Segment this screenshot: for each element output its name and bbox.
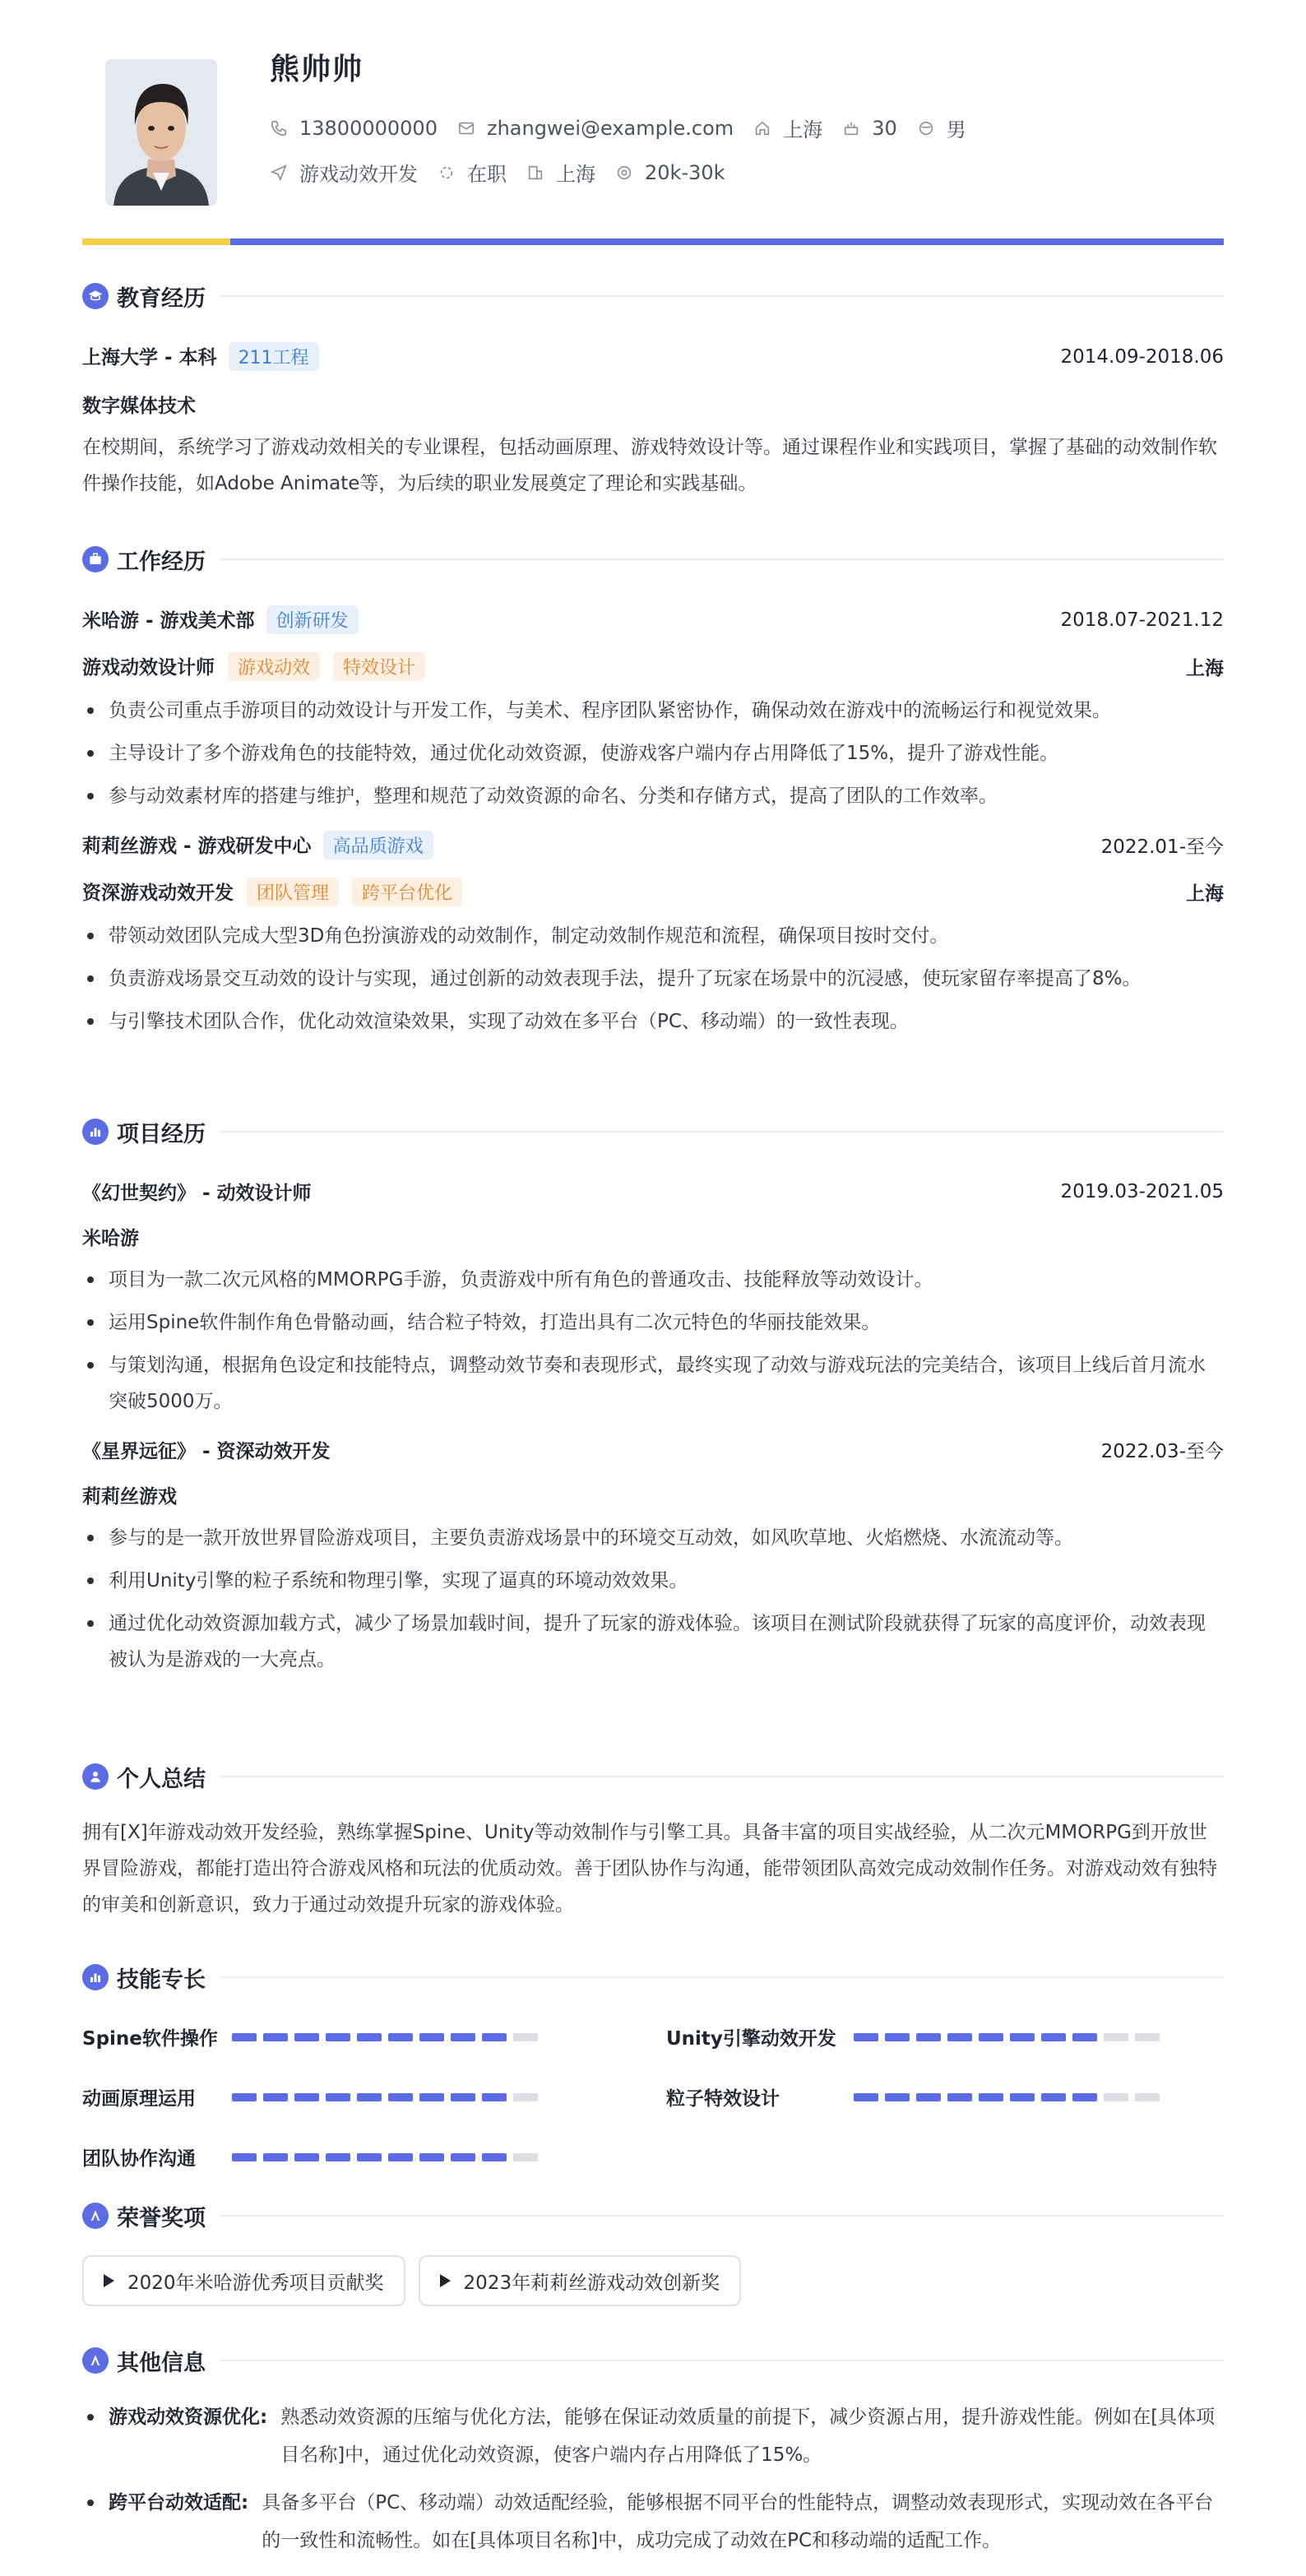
- skill-level-segment: [326, 2033, 350, 2041]
- age-item: [842, 117, 897, 140]
- skill-level-segment: [947, 2033, 972, 2041]
- skill-level-segment: [263, 2093, 288, 2101]
- school-name: 上海大学 - 本科: [82, 347, 217, 368]
- building-icon: [526, 164, 544, 182]
- skill-level-segment: [916, 2093, 941, 2101]
- summary-section: [82, 1760, 1224, 1923]
- skill-level-segment: [885, 2093, 910, 2101]
- target-city-item: [526, 158, 595, 187]
- skill-level-segment: [482, 2093, 507, 2101]
- skill-level-segment: [513, 2093, 538, 2101]
- work-bullets: [82, 693, 1224, 814]
- other-text: 具备多平台（PC、移动端）动效适配经验，能够根据不同平台的性能特点，调整动效表现形式，实现动效在各平台的一致性和流畅性。如在[具体项目名称]中，成功完成了动效在PC和移动端的适配工作。: [262, 2492, 1214, 2551]
- skill-level-segment: [357, 2033, 382, 2041]
- status-item: [438, 158, 507, 187]
- section-title: 项目经历: [117, 1121, 206, 1147]
- skill-level-segment: [263, 2153, 288, 2161]
- section-title: 技能专长: [117, 1967, 206, 1993]
- skill-level-segment: [1041, 2033, 1066, 2041]
- education-dates: 2014.09-2018.06: [1060, 345, 1224, 368]
- phone-item: [270, 117, 438, 140]
- project-dates: 2019.03-2021.05: [1060, 1180, 1224, 1202]
- status-text: 在职: [467, 163, 507, 186]
- skill-level-segment: [419, 2153, 444, 2161]
- projects-section: [82, 1115, 1224, 1684]
- skill-level-segment: [1010, 2033, 1035, 2041]
- section-header-projects: [82, 1115, 1224, 1148]
- skill-name: Unity引擎动效开发: [666, 2028, 836, 2050]
- skills-grid: [82, 2023, 1224, 2171]
- job-intent-row: [270, 158, 745, 187]
- section-header-skills: [82, 1961, 1224, 1994]
- send-icon: [270, 164, 288, 182]
- section-title: 工作经历: [117, 549, 206, 575]
- other-key: 跨平台动效适配:: [109, 2492, 249, 2513]
- phone-icon: [270, 119, 288, 137]
- skill-level-segment: [513, 2033, 538, 2041]
- work-location: 上海: [1186, 658, 1224, 679]
- salary-item: [615, 161, 725, 184]
- work-location: 上海: [1186, 883, 1224, 905]
- contact-row: [270, 114, 986, 142]
- skill-level-bar: [854, 2033, 1166, 2041]
- skill-level-segment: [1104, 2033, 1128, 2041]
- skill-item: [82, 2023, 666, 2050]
- position-text: 游戏动效开发: [299, 163, 418, 186]
- briefcase-icon: [82, 546, 109, 572]
- list-item: 主导设计了多个游戏角色的技能特效，通过优化动效资源，使游戏客户端内存占用降低了15%，提升了游戏性能。: [82, 735, 1224, 771]
- section-header-other: [82, 2344, 1224, 2377]
- project-title: 《星界远征》 - 资深动效开发: [82, 1441, 331, 1462]
- skill-level-segment: [1041, 2093, 1066, 2101]
- skill-level-segment: [451, 2033, 475, 2041]
- project-title: 《幻世契约》 - 动效设计师: [82, 1183, 312, 1204]
- company-name: 米哈游 - 游戏美术部: [82, 610, 255, 632]
- award-text: 2020年米哈游优秀项目贡献奖: [127, 2272, 384, 2294]
- play-icon: [104, 2274, 114, 2287]
- award-text: 2023年莉莉丝游戏动效创新奖: [463, 2272, 720, 2294]
- skill-level-segment: [1010, 2093, 1035, 2101]
- skill-level-bar: [232, 2033, 544, 2041]
- other-key: 游戏动效资源优化:: [109, 2407, 268, 2428]
- section-title: 教育经历: [117, 285, 206, 312]
- other-text: 熟悉动效资源的压缩与优化方法，能够在保证动效质量的前提下，减少资源占用，提升游戏性能。例如在[具体项目名称]中，通过优化动效资源，使客户端内存占用降低了15%。: [280, 2407, 1216, 2466]
- phone-text: 13800000000: [299, 116, 438, 140]
- skill-level-segment: [482, 2153, 507, 2161]
- project-bullets: [82, 1262, 1224, 1420]
- list-item: 带领动效团队完成大型3D角色扮演游戏的动效制作，制定动效制作规范和流程，确保项目按时交付。: [82, 918, 1224, 954]
- skill-name: 团队协作沟通: [82, 2148, 196, 2170]
- skill-level-segment: [388, 2033, 413, 2041]
- list-item: 项目为一款二次元风格的MMORPG手游，负责游戏中所有角色的普通攻击、技能释放等动效设计。: [82, 1262, 1224, 1298]
- skill-level-segment: [854, 2093, 878, 2101]
- role-tag: 跨平台优化: [352, 878, 462, 906]
- skill-level-segment: [854, 2033, 878, 2041]
- role-tag: 团队管理: [247, 878, 339, 906]
- skill-item: [82, 2143, 666, 2171]
- position-item: [270, 158, 418, 187]
- gender-icon: [917, 119, 935, 137]
- list-item: 参与的是一款开放世界冒险游戏项目，主要负责游戏场景中的环境交互动效，如风吹草地、火焰燃烧、水流流动等。: [82, 1520, 1224, 1556]
- list-item: 通过优化动效资源加载方式，减少了场景加载时间，提升了玩家的游戏体验。该项目在测试阶段就获得了玩家的高度评价，动效表现被认为是游戏的一大亮点。: [82, 1605, 1224, 1678]
- skill-level-segment: [916, 2033, 941, 2041]
- skill-name: 动画原理运用: [82, 2088, 196, 2110]
- play-icon: [440, 2274, 451, 2287]
- skill-level-segment: [1072, 2093, 1097, 2101]
- work-section: [82, 543, 1224, 1046]
- list-item: 参与动效素材库的搭建与维护，整理和规范了动效资源的命名、分类和存储方式，提高了团队的工作效率。: [82, 778, 1224, 814]
- job-role: 游戏动效设计师: [82, 657, 215, 679]
- skill-level-segment: [947, 2093, 972, 2101]
- skill-item: [666, 2083, 1234, 2110]
- school-tag: 211工程: [229, 342, 319, 371]
- company-name: 莉莉丝游戏 - 游戏研发中心: [82, 836, 312, 857]
- education-major: 数字媒体技术: [82, 396, 196, 417]
- list-item: 负责游戏场景交互动效的设计与实现，通过创新的动效表现手法，提升了玩家在场景中的沉浸感，使玩家留存率提高了8%。: [82, 961, 1224, 997]
- gender-text: 男: [946, 118, 966, 141]
- section-title: 荣誉奖项: [117, 2205, 206, 2231]
- avatar: [105, 59, 217, 206]
- section-header-work: [82, 543, 1224, 576]
- list-item: 运用Spine软件制作角色骨骼动画，结合粒子特效，打造出具有二次元特色的华丽技能效果。: [82, 1304, 1224, 1341]
- skill-level-segment: [294, 2153, 319, 2161]
- education-section: [82, 280, 1224, 502]
- section-header-education: [82, 280, 1224, 313]
- education-description: 在校期间，系统学习了游戏动效相关的专业课程，包括动画原理、游戏特效设计等。通过课程作业和实践项目，掌握了基础的动效制作软件操作技能，如Adobe Animate等，为后续的职业发展奠定了理论和实践基础。: [82, 437, 1217, 494]
- skill-level-segment: [232, 2033, 257, 2041]
- honors-section: [82, 2199, 1224, 2306]
- skill-level-segment: [513, 2153, 538, 2161]
- home-icon: [753, 119, 771, 137]
- work-entry: [82, 605, 1224, 814]
- award-item: [419, 2255, 742, 2306]
- skill-item: [666, 2023, 1234, 2050]
- awards-list: [82, 2255, 1224, 2306]
- coin-icon: [615, 164, 633, 182]
- skill-level-segment: [419, 2033, 444, 2041]
- info-icon: [82, 2347, 109, 2374]
- list-item: [82, 2484, 1224, 2560]
- skill-item: [82, 2083, 666, 2110]
- email-item: [457, 117, 734, 140]
- skill-level-segment: [885, 2033, 910, 2041]
- mail-icon: [457, 119, 475, 137]
- project-entry: [82, 1436, 1224, 1678]
- skill-level-segment: [232, 2153, 257, 2161]
- user-icon: [82, 1763, 109, 1790]
- work-entry: [82, 831, 1224, 1040]
- resume-header: [82, 0, 1224, 239]
- age-text: 30: [872, 116, 897, 140]
- candidate-name: 熊帅帅: [270, 53, 364, 86]
- summary-text: 拥有[X]年游戏动效开发经验，熟练掌握Spine、Unity等动效制作与引擎工具。具备丰富的项目实战经验，从二次元MMORPG到开放世界冒险游戏，都能打造出符合游戏风格和玩法的优质动效。善于团队协作与沟通，能带领团队高效完成动效制作任务。对游戏动效有独特的审美和创新意识，致力于通过动效提升玩家的游戏体验。: [82, 1822, 1217, 1916]
- skills-section: [82, 1961, 1224, 2171]
- section-header-honors: [82, 2199, 1224, 2232]
- target-city-text: 上海: [556, 163, 595, 186]
- award-item: [82, 2255, 405, 2306]
- chart-icon: [82, 1964, 109, 1990]
- skill-name: Spine软件操作: [82, 2028, 218, 2050]
- cake-icon: [842, 119, 860, 137]
- salary-text: 20k-30k: [645, 160, 725, 184]
- skill-level-segment: [357, 2093, 382, 2101]
- city-item: [753, 114, 822, 142]
- section-header-summary: [82, 1760, 1224, 1793]
- skill-level-segment: [1135, 2093, 1160, 2101]
- work-bullets: [82, 918, 1224, 1040]
- work-dates: 2022.01-至今: [1100, 836, 1224, 858]
- section-title: 个人总结: [117, 1766, 206, 1792]
- project-bullets: [82, 1520, 1224, 1678]
- skill-level-segment: [451, 2093, 475, 2101]
- gender-item: [917, 114, 966, 142]
- skill-level-segment: [232, 2093, 257, 2101]
- list-item: 与策划沟通，根据角色设定和技能特点，调整动效节奏和表现形式，最终实现了动效与游戏玩法的完美结合，该项目上线后首月流水突破5000万。: [82, 1347, 1224, 1420]
- skill-level-segment: [1135, 2033, 1160, 2041]
- project-org: 莉莉丝游戏: [82, 1486, 177, 1508]
- skill-level-segment: [326, 2153, 350, 2161]
- list-item: [82, 2398, 1224, 2474]
- company-tag: 创新研发: [266, 605, 359, 634]
- section-title: 其他信息: [117, 2350, 206, 2376]
- list-item: 利用Unity引擎的粒子系统和物理引擎，实现了逼真的环境动效效果。: [82, 1563, 1224, 1599]
- project-entry: [82, 1178, 1224, 1420]
- status-icon: [438, 164, 456, 182]
- skill-level-segment: [388, 2093, 413, 2101]
- role-tag: 游戏动效: [228, 652, 320, 681]
- other-section: [82, 2344, 1224, 2569]
- email-text: zhangwei@example.com: [486, 116, 734, 140]
- other-list: [82, 2398, 1224, 2560]
- skill-level-segment: [419, 2093, 444, 2101]
- skill-level-bar: [854, 2093, 1166, 2101]
- education-entry-header: [82, 342, 1224, 371]
- skill-level-segment: [451, 2153, 475, 2161]
- skill-level-segment: [294, 2093, 319, 2101]
- skill-level-segment: [388, 2153, 413, 2161]
- skill-level-segment: [979, 2093, 1003, 2101]
- work-dates: 2018.07-2021.12: [1060, 609, 1224, 631]
- skill-level-segment: [263, 2033, 288, 2041]
- skill-name: 粒子特效设计: [666, 2088, 780, 2110]
- skill-level-segment: [482, 2033, 507, 2041]
- job-role: 资深游戏动效开发: [82, 883, 234, 904]
- skill-level-segment: [1104, 2093, 1128, 2101]
- project-org: 米哈游: [82, 1228, 139, 1249]
- header-divider: [82, 239, 1224, 245]
- city-text: 上海: [783, 118, 823, 141]
- skill-level-segment: [294, 2033, 319, 2041]
- bar-chart-icon: [82, 1119, 109, 1145]
- skill-level-bar: [232, 2153, 544, 2161]
- skill-level-segment: [979, 2033, 1003, 2041]
- list-item: 与引擎技术团队合作，优化动效渲染效果，实现了动效在多平台（PC、移动端）的一致性表现。: [82, 1003, 1224, 1040]
- graduation-cap-icon: [82, 283, 109, 309]
- award-icon: [82, 2203, 109, 2229]
- skill-level-segment: [326, 2093, 350, 2101]
- company-tag: 高品质游戏: [323, 831, 433, 859]
- skill-level-segment: [1072, 2033, 1097, 2041]
- project-dates: 2022.03-至今: [1100, 1441, 1224, 1462]
- list-item: 负责公司重点手游项目的动效设计与开发工作，与美术、程序团队紧密协作，确保动效在游戏中的流畅运行和视觉效果。: [82, 693, 1224, 729]
- skill-level-bar: [232, 2093, 544, 2101]
- skill-level-segment: [357, 2153, 382, 2161]
- role-tag: 特效设计: [333, 652, 425, 681]
